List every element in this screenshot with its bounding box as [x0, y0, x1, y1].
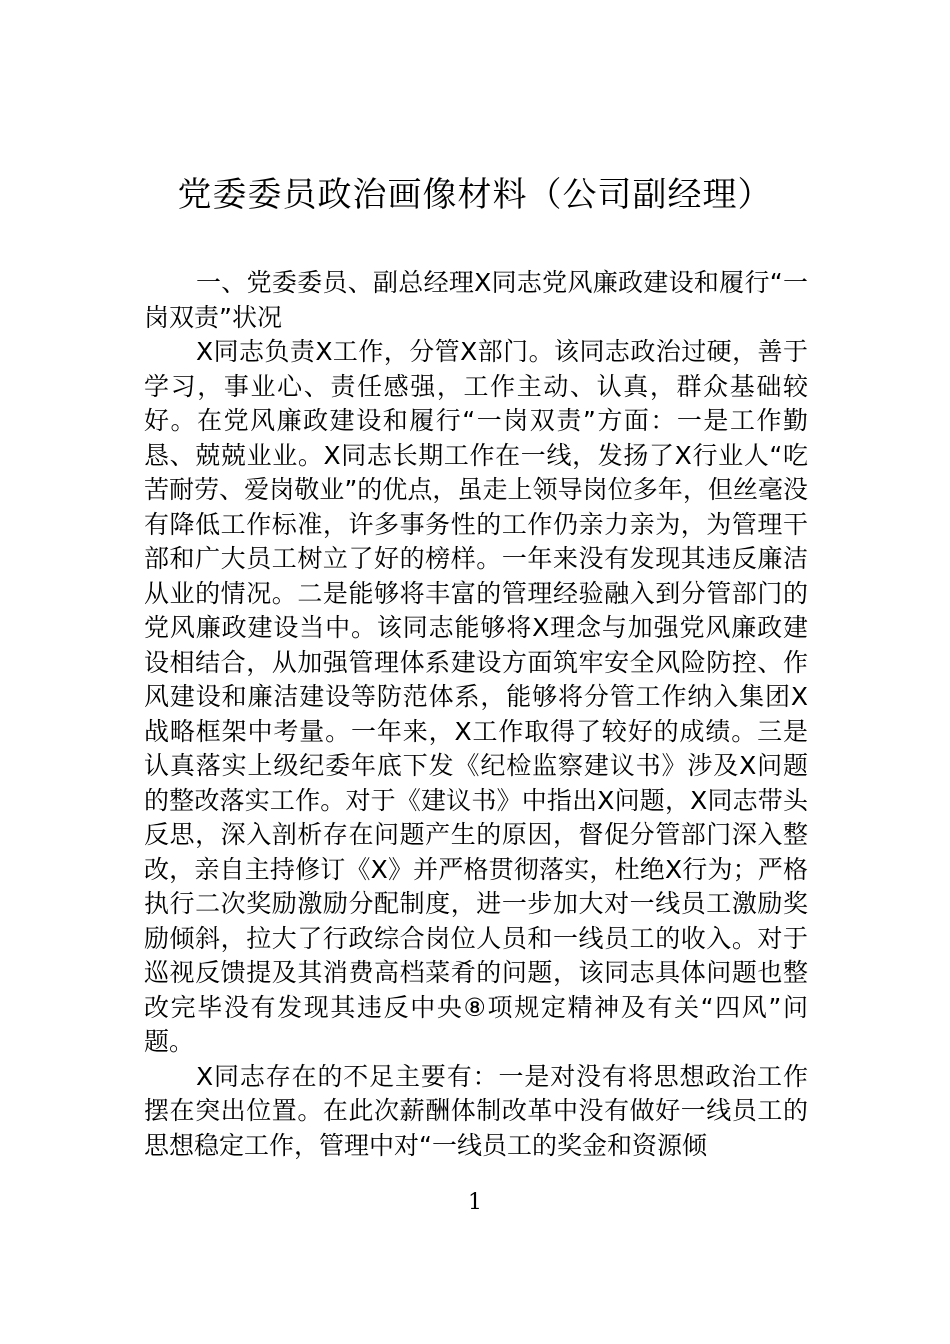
section-heading-paragraph: 一、党委委员、副总经理X同志党风廉政建设和履行“一岗双责”状况 — [144, 268, 808, 332]
page-number: 1 — [468, 1190, 482, 1215]
body-paragraph: X同志负责X工作，分管X部门。该同志政治过硬，善于学习，事业心、责任感强，工作主动、认真，群众基础较好。在党风廉政建设和履行“一岗双责”方面：一是工作勤恳、兢兢业业。X同志长期工作在一线，发扬了X行业人“吃苦耐劳、爱岗敬业”的优点，虽走上领导岗位多年，但丝毫没有降低工作标准，许多事务性的工作仍亲力亲为，为管理干部和广大员工树立了好的榜样。一年来没有发现其违反廉洁从业的情况。二是能够将丰富的管理经验融入到分管部门的党风廉政建设当中。该同志能够将X理念与加强党风廉政建设相结合，从加强管理体系建设方面筑牢安全风险防控、作风建设和廉洁建设等防范体系，能够将分管工作纳入集团X战略框架中考量。一年来，X工作取得了较好的成绩。三是认真落实上级纪委年底下发《纪检监察建议书》涉及X问题的整改落实工作。对于《建议书》中指出X问题，X同志带头反思，深入剖析存在问题产生的原因，督促分管部门深入整改，亲自主持修订《X》并严格贯彻落实，杜绝X行为；严格执行二次奖励激励分配制度，进一步加大对一线员工激励奖励倾斜，拉大了行政综合岗位人员和一线员工的收入。对于巡视反馈提及其消费高档菜肴的问题，该同志具体问题也整改完毕没有发现其违反中央⑧项规定精神及有关“四风”问题。 — [144, 337, 808, 1056]
body-paragraph: X同志存在的不足主要有：一是对没有将思想政治工作摆在突出位置。在此次薪酬体制改革中没有做好一线员工的思想稳定工作，管理中对“一线员工的奖金和资源倾 — [144, 1061, 808, 1160]
document-title: 党委委员政治画像材料（公司副经理） — [177, 175, 773, 215]
document-body — [144, 266, 808, 1163]
